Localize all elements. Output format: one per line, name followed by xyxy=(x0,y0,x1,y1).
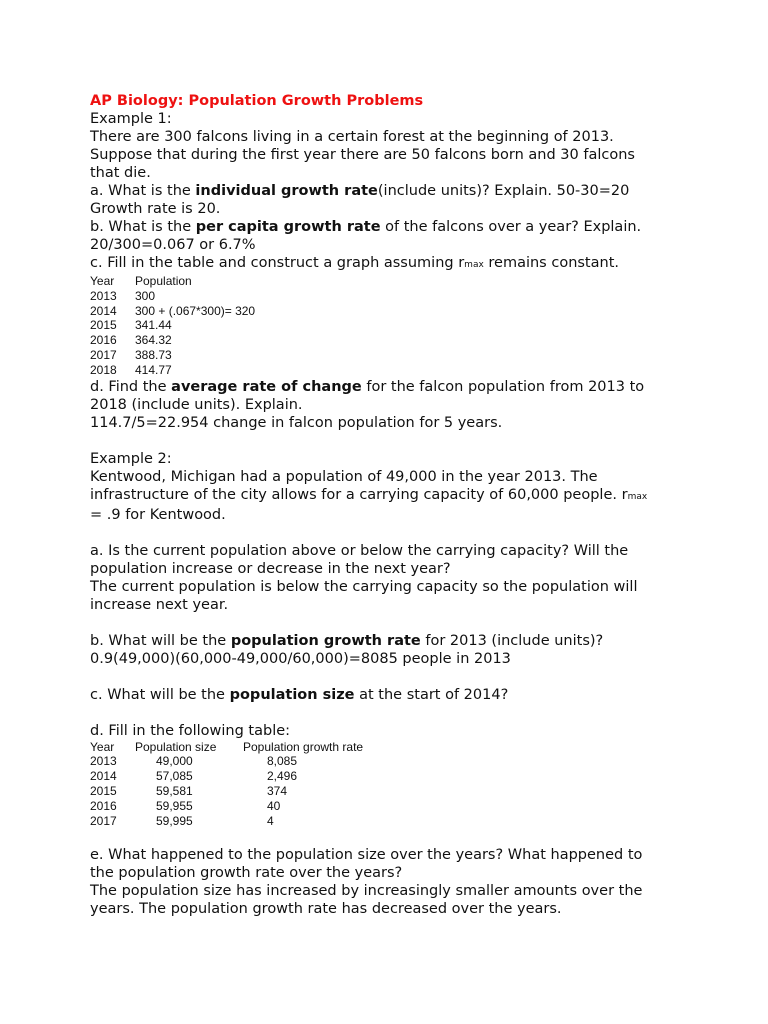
example-1-intro-line: Suppose that during the first year there are 50 falcons born and 30 falcons xyxy=(90,147,635,163)
question-2a-line2: population increase or decrease in the next year? xyxy=(90,560,451,577)
spacer xyxy=(90,524,690,542)
document-page xyxy=(90,92,690,918)
spacer xyxy=(90,432,690,450)
table-header: Population size xyxy=(135,739,217,754)
spacer xyxy=(90,828,690,846)
kentwood-population-table xyxy=(90,740,363,829)
table-row: 2014 57,085 2,496 xyxy=(90,769,298,784)
question-1b: b. What is the per capita growth rate of the falcons over a year? Explain. xyxy=(90,219,642,235)
spacer xyxy=(90,668,690,686)
falcon-population-table xyxy=(90,274,255,378)
table-row: 2016 364.32 xyxy=(90,333,172,348)
table-header: Year xyxy=(90,739,115,754)
table-row: 2017 388.73 xyxy=(90,347,172,362)
page-title: AP Biology: Population Growth Problems xyxy=(90,93,424,109)
example-2-intro-line: Kentwood, Michigan had a population of 49,000 in the year 2013. The xyxy=(90,468,598,485)
question-2e-line2: the population growth rate over the years? xyxy=(90,865,403,882)
answer-1a: Growth rate is 20. xyxy=(90,201,221,217)
table-row: 2017 59,995 4 xyxy=(90,813,274,828)
question-1d-line2: 2018 (include units). Explain. xyxy=(90,396,303,413)
question-2b: b. What will be the population growth rate for 2013 (include units)? xyxy=(90,632,604,649)
table-row: 2014 300 + (.067*300)= 320 xyxy=(90,303,256,318)
table-header-row xyxy=(90,740,363,755)
question-2d: d. Fill in the following table: xyxy=(90,722,291,739)
table-row: 2015 341.44 xyxy=(90,318,172,333)
table-row: 2018 414.77 xyxy=(90,362,172,377)
example-2-intro-line: infrastructure of the city allows for a carrying capacity of 60,000 people. rmax xyxy=(90,486,648,503)
table-header: Year xyxy=(90,274,115,288)
question-2c: c. What will be the population size at the start of 2014? xyxy=(90,686,509,703)
answer-2e-line2: years. The population growth rate has decreased over the years. xyxy=(90,901,562,918)
example-2-intro-line: = .9 for Kentwood. xyxy=(90,506,226,523)
table-row: 2015 59,581 374 xyxy=(90,783,288,798)
answer-2e: The population size has increased by increasingly smaller amounts over the xyxy=(90,883,643,900)
question-1a: a. What is the individual growth rate(include units)? Explain. 50-30=20 xyxy=(90,183,630,199)
table-header: Population growth rate xyxy=(243,739,364,754)
table-row: 2013 300 xyxy=(90,288,156,303)
example-1-intro-line: There are 300 falcons living in a certain forest at the beginning of 2013. xyxy=(90,129,614,145)
answer-2b: 0.9(49,000)(60,000-49,000/60,000)=8085 people in 2013 xyxy=(90,650,511,667)
table-row: 2016 59,955 40 xyxy=(90,798,281,813)
example-2-heading: Example 2: xyxy=(90,450,172,467)
table-header: Population xyxy=(135,274,192,288)
answer-1d: 114.7/5=22.954 change in falcon population for 5 years. xyxy=(90,414,503,431)
answer-1b: 20/300=0.067 or 6.7% xyxy=(90,237,256,253)
question-1d: d. Find the average rate of change for the falcon population from 2013 to xyxy=(90,378,645,395)
question-2e: e. What happened to the population size over the years? What happened to xyxy=(90,847,643,864)
spacer xyxy=(90,704,690,722)
question-1c: c. Fill in the table and construct a graph assuming rmax remains constant. xyxy=(90,255,619,271)
answer-2a-line2: increase next year. xyxy=(90,596,229,613)
answer-2a: The current population is below the carrying capacity so the population will xyxy=(90,578,638,595)
example-1-heading: Example 1: xyxy=(90,111,172,127)
spacer xyxy=(90,614,690,632)
example-1-intro-line: that die. xyxy=(90,165,151,181)
table-header-row xyxy=(90,274,255,289)
question-2a: a. Is the current population above or below the carrying capacity? Will the xyxy=(90,542,629,559)
table-row: 2013 49,000 8,085 xyxy=(90,754,298,769)
